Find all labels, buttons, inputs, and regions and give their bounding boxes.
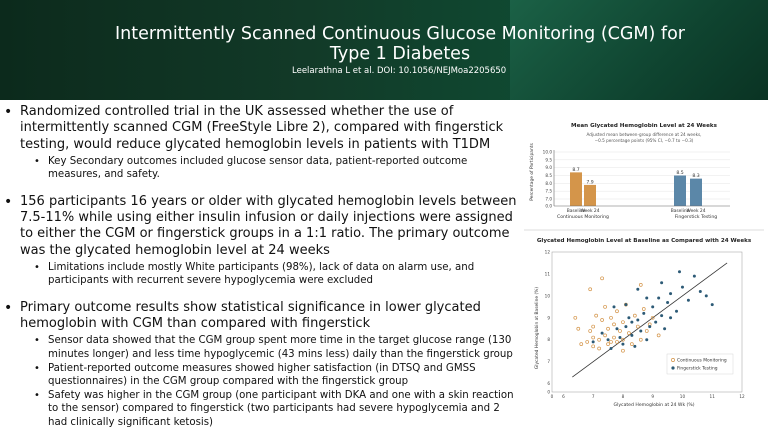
bullet-1 bbox=[4, 104, 518, 182]
scatter-point-cgm bbox=[630, 343, 633, 346]
bar-y-tick-0: 10.0 bbox=[542, 149, 552, 155]
scatter-y-tick-6: 11 bbox=[544, 271, 550, 277]
scatter-point-fingerstick bbox=[669, 316, 672, 319]
bar-value-label-3: 8.3 bbox=[692, 174, 700, 180]
legend-marker-fingerstick bbox=[671, 366, 674, 369]
scatter-point-fingerstick bbox=[618, 336, 621, 339]
scatter-point-cgm bbox=[657, 334, 660, 337]
scatter-x-tick-5: 10 bbox=[679, 394, 686, 399]
scatter-y-tick-5: 10 bbox=[544, 293, 550, 299]
scatter-x-tick-0: 0 bbox=[550, 394, 554, 399]
scatter-point-fingerstick bbox=[613, 305, 616, 308]
title-line-1: Intermittently Scanned Continuous Glucose Monitoring (CGM) for bbox=[115, 24, 685, 44]
scatter-point-fingerstick bbox=[705, 294, 708, 297]
scatter-x-tick-3: 8 bbox=[621, 394, 625, 399]
scatter-point-fingerstick bbox=[645, 338, 648, 341]
bullet-2 bbox=[4, 194, 518, 288]
bar-3 bbox=[690, 179, 702, 206]
scatter-point-fingerstick bbox=[654, 321, 657, 324]
bullet-1-sub-1: • Key Secondary outcomes included glucose sensor data, patient-reported outcome measures, and safety. bbox=[20, 155, 518, 181]
scatter-point-cgm bbox=[610, 316, 613, 319]
bar-chart-title: Mean Glycated Hemoglobin Level at 24 Weeks bbox=[571, 123, 717, 129]
scatter-point-fingerstick bbox=[633, 345, 636, 348]
scatter-point-fingerstick bbox=[610, 347, 613, 350]
bar-y-tick-7: 0.0 bbox=[545, 203, 552, 209]
bar-y-tick-4: 8.0 bbox=[545, 180, 552, 186]
scatter-point-cgm bbox=[610, 340, 613, 343]
scatter-x-tick-6: 11 bbox=[709, 394, 715, 399]
bar-category-3: Week 24 bbox=[686, 209, 706, 214]
figure-svg bbox=[524, 118, 764, 410]
scatter-point-cgm bbox=[586, 340, 589, 343]
scatter-point-cgm bbox=[607, 343, 610, 346]
scatter-point-cgm bbox=[589, 329, 592, 332]
bullet-3 bbox=[4, 300, 518, 429]
scatter-chart bbox=[534, 238, 752, 408]
scatter-point-fingerstick bbox=[627, 316, 630, 319]
scatter-point-cgm bbox=[592, 345, 595, 348]
bullet-1-text: Randomized controlled trial in the UK assessed whether the use of intermittently scanned CGM (FreeStyle Libre 2), compared with fingerstick testing, would reduce glycated hemoglobin levels in patients with T1DM bbox=[20, 104, 504, 152]
scatter-point-cgm bbox=[604, 305, 607, 308]
scatter-point-fingerstick bbox=[648, 325, 651, 328]
bullet-3-text: Primary outcome results show statistical significance in lower glycated hemoglobin with CGM than compared with fingerstick bbox=[20, 299, 481, 332]
scatter-point-fingerstick bbox=[601, 332, 604, 335]
scatter-point-cgm bbox=[574, 316, 577, 319]
scatter-point-cgm bbox=[615, 340, 618, 343]
scatter-point-cgm bbox=[639, 283, 642, 286]
citation: Leelarathna L et al. DOI: 10.1056/NEJMoa2205650 bbox=[292, 66, 507, 76]
scatter-x-tick-4: 9 bbox=[651, 394, 655, 399]
scatter-x-tick-1: 6 bbox=[562, 394, 565, 399]
scatter-point-fingerstick bbox=[699, 290, 702, 293]
bar-y-tick-3: 8.5 bbox=[545, 173, 552, 178]
bullet-3-sub-2: • Patient-reported outcome measures showed higher satisfaction (in DTSQ and GMSS questionnaires) in the CGM group compared with the fingerstick group bbox=[20, 362, 518, 388]
scatter-point-cgm bbox=[639, 338, 642, 341]
bar-value-label-0: 8.7 bbox=[572, 167, 580, 173]
bar-1 bbox=[584, 185, 596, 206]
scatter-point-cgm bbox=[595, 314, 598, 317]
scatter-x-tick-2: 7 bbox=[591, 394, 595, 399]
scatter-chart-title: Glycated Hemoglobin Level at Baseline as Compared with 24 Weeks bbox=[536, 238, 752, 244]
scatter-point-cgm bbox=[598, 338, 601, 341]
scatter-point-cgm bbox=[592, 336, 595, 339]
scatter-point-fingerstick bbox=[666, 301, 669, 304]
scatter-ylabel: Glycated Hemoglobin at Baseline (%) bbox=[535, 286, 540, 370]
scatter-point-fingerstick bbox=[645, 297, 648, 300]
scatter-point-cgm bbox=[607, 327, 610, 330]
scatter-point-fingerstick bbox=[651, 305, 654, 308]
scatter-y-tick-1: 6 bbox=[547, 381, 550, 387]
bar-value-label-1: 7.9 bbox=[586, 180, 594, 186]
scatter-point-fingerstick bbox=[693, 275, 696, 278]
scatter-x-tick-7: 12 bbox=[739, 394, 745, 399]
scatter-point-cgm bbox=[618, 329, 621, 332]
scatter-y-tick-2: 7 bbox=[547, 359, 550, 365]
scatter-point-fingerstick bbox=[607, 338, 610, 341]
scatter-point-cgm bbox=[580, 343, 583, 346]
bar-category-2: Baseline bbox=[670, 209, 690, 214]
scatter-y-tick-7: 12 bbox=[544, 249, 550, 255]
bar-y-tick-6: 7.0 bbox=[545, 196, 552, 202]
scatter-point-cgm bbox=[633, 314, 636, 317]
bar-chart-subtitle-1: Adjusted mean between-group difference at 24 weeks, bbox=[586, 132, 702, 137]
figure-panel bbox=[524, 118, 764, 410]
scatter-point-cgm bbox=[577, 327, 580, 330]
scatter-point-fingerstick bbox=[711, 303, 714, 306]
scatter-point-cgm bbox=[621, 321, 624, 324]
bar-chart-ylabel: Percentage of Participants bbox=[530, 143, 535, 201]
bar-2 bbox=[674, 176, 686, 207]
page-title bbox=[80, 24, 720, 64]
scatter-point-fingerstick bbox=[624, 325, 627, 328]
bar-chart bbox=[529, 123, 730, 220]
bar-group-label-cgm: Continuous Monitoring bbox=[557, 215, 609, 220]
bar-group-label-fingerstick: Fingerstick Testing bbox=[674, 215, 718, 220]
scatter-point-fingerstick bbox=[636, 288, 639, 291]
bullet-3-sub-3: • Safety was higher in the CGM group (one participant with DKA and one with a skin reaction to the sensor) compared to fingerstick (two participants had severe hypoglycemia and 2 had clinically significant ketosis) bbox=[20, 389, 518, 429]
scatter-point-fingerstick bbox=[615, 327, 618, 330]
scatter-point-fingerstick bbox=[687, 299, 690, 302]
legend-label-fingerstick: Fingerstick Testing bbox=[677, 366, 718, 372]
bar-value-label-2: 8.5 bbox=[676, 170, 684, 176]
scatter-point-cgm bbox=[627, 332, 630, 335]
scatter-point-fingerstick bbox=[678, 270, 681, 273]
bullet-content bbox=[4, 102, 518, 433]
scatter-point-cgm bbox=[613, 323, 616, 326]
scatter-point-cgm bbox=[621, 349, 624, 352]
scatter-point-cgm bbox=[642, 308, 645, 311]
scatter-legend bbox=[667, 354, 733, 374]
scatter-point-cgm bbox=[604, 334, 607, 337]
scatter-point-fingerstick bbox=[675, 310, 678, 313]
scatter-point-fingerstick bbox=[660, 314, 663, 317]
scatter-point-fingerstick bbox=[636, 318, 639, 321]
bar-category-0: Baseline bbox=[566, 209, 586, 214]
bar-0 bbox=[570, 172, 582, 206]
scatter-point-fingerstick bbox=[657, 297, 660, 300]
bullet-2-sub-1: • Limitations include mostly White participants (98%), lack of data on alarm use, and participants with recurrent severe hypoglycemia were excluded bbox=[20, 261, 518, 287]
title-line-2: Type 1 Diabetes bbox=[329, 44, 471, 64]
scatter-point-cgm bbox=[598, 347, 601, 350]
scatter-y-tick-0: 0 bbox=[547, 389, 550, 395]
bar-y-tick-2: 9.0 bbox=[545, 165, 552, 171]
bullet-2-text: 156 participants 16 years or older with glycated hemoglobin levels between 7.5-11% while using either insulin infusion or daily injections were assigned to either the CGM or fingerstick groups in a 1:1 ratio. The primary outcome was the glycated hemoglobin level at 24 weeks bbox=[20, 193, 517, 258]
scatter-point-cgm bbox=[645, 329, 648, 332]
scatter-point-cgm bbox=[589, 288, 592, 291]
scatter-point-fingerstick bbox=[642, 312, 645, 315]
bar-category-1: Week 24 bbox=[580, 209, 600, 214]
scatter-point-cgm bbox=[601, 277, 604, 280]
scatter-point-cgm bbox=[636, 325, 639, 328]
scatter-point-fingerstick bbox=[660, 281, 663, 284]
scatter-point-cgm bbox=[601, 318, 604, 321]
scatter-point-cgm bbox=[592, 325, 595, 328]
scatter-point-fingerstick bbox=[630, 321, 633, 324]
scatter-y-tick-4: 9 bbox=[547, 315, 550, 321]
bar-y-tick-5: 7.5 bbox=[545, 188, 552, 194]
scatter-point-fingerstick bbox=[592, 340, 595, 343]
bar-chart-subtitle-2: −0.5 percentage points (95% CI, −0.7 to −0.3) bbox=[594, 138, 694, 143]
scatter-point-fingerstick bbox=[621, 343, 624, 346]
legend-label-cgm: Continuous Monitoring bbox=[677, 358, 727, 364]
scatter-y-tick-3: 8 bbox=[547, 337, 550, 343]
scatter-point-fingerstick bbox=[669, 292, 672, 295]
bullet-3-sub-1: • Sensor data showed that the CGM group spent more time in the target glucose range (130 minutes longer) and less time hypoglycemic (43 mins less) daily than the fingerstick group bbox=[20, 334, 518, 360]
scatter-point-cgm bbox=[613, 336, 616, 339]
scatter-point-fingerstick bbox=[663, 327, 666, 330]
bar-y-tick-1: 9.5 bbox=[545, 157, 552, 163]
scatter-point-fingerstick bbox=[639, 329, 642, 332]
scatter-point-fingerstick bbox=[681, 286, 684, 289]
header-banner bbox=[0, 0, 768, 100]
scatter-xlabel: Glycated Hemoglobin at 24 Wk (%) bbox=[613, 403, 695, 408]
scatter-point-cgm bbox=[615, 310, 618, 313]
scatter-point-fingerstick bbox=[630, 334, 633, 337]
scatter-point-fingerstick bbox=[624, 303, 627, 306]
